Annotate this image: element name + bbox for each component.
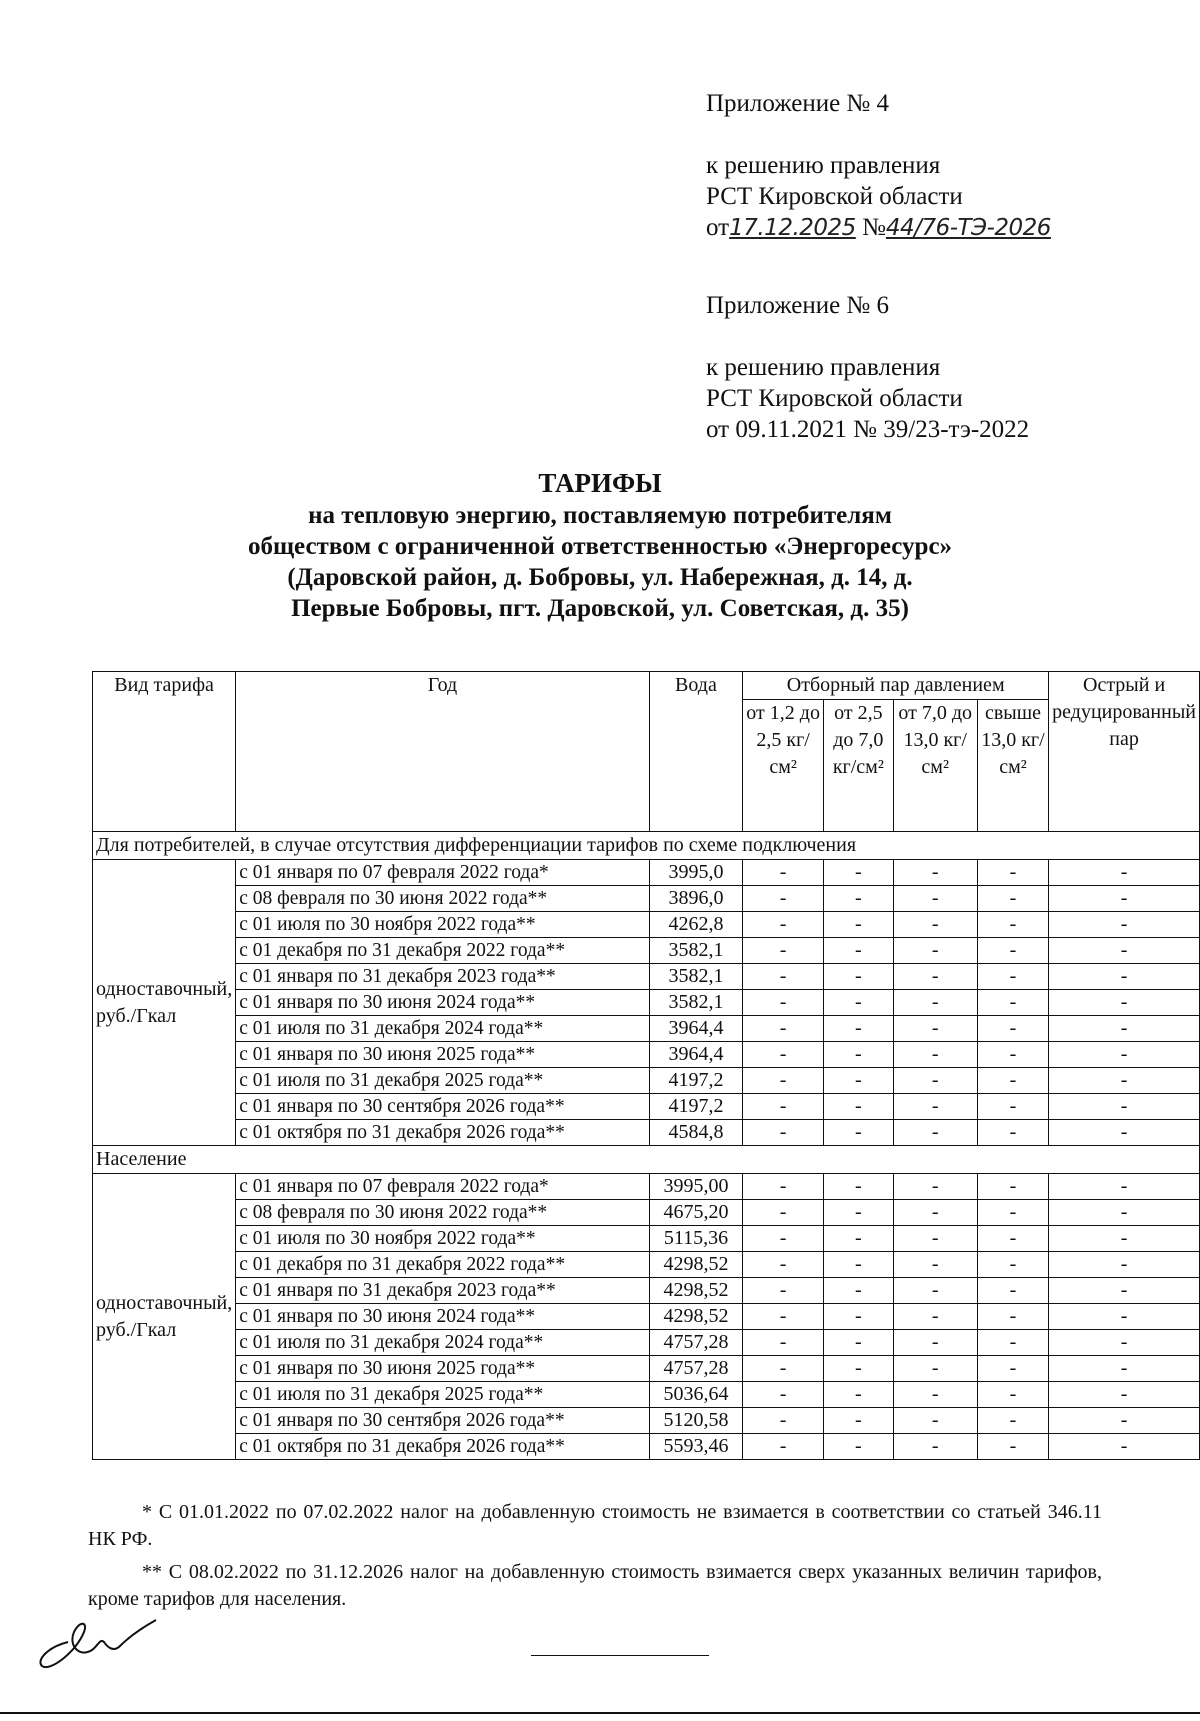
empty-value-cell: - xyxy=(824,938,894,964)
table-row xyxy=(93,1252,1200,1278)
section-title: Население xyxy=(93,1146,1200,1174)
period-cell: с 01 января по 30 сентября 2026 года** xyxy=(236,1094,649,1120)
period-cell: с 01 января по 30 июня 2025 года** xyxy=(236,1356,649,1382)
empty-value-cell: - xyxy=(893,1174,977,1200)
empty-value-cell: - xyxy=(743,1278,824,1304)
water-tariff-cell: 4197,2 xyxy=(649,1094,743,1120)
table-row xyxy=(93,1200,1200,1226)
empty-value-cell: - xyxy=(743,990,824,1016)
empty-value-cell: - xyxy=(977,1016,1048,1042)
empty-value-cell: - xyxy=(743,1226,824,1252)
empty-value-cell: - xyxy=(824,1330,894,1356)
empty-value-cell: - xyxy=(977,1330,1048,1356)
annex-4-line2: РСТ Кировской области xyxy=(706,183,963,210)
empty-value-cell: - xyxy=(824,1382,894,1408)
footnote-1: * С 01.01.2022 по 07.02.2022 налог на добавленную стоимость не взимается в соответствии со статьей 346.11 НК РФ. xyxy=(88,1501,1102,1550)
empty-value-cell: - xyxy=(824,1174,894,1200)
water-tariff-cell: 3582,1 xyxy=(649,964,743,990)
empty-value-cell: - xyxy=(1049,1278,1200,1304)
header-year: Год xyxy=(236,672,649,832)
tariff-kind: одноставочный, руб./Гкал xyxy=(93,860,236,1146)
empty-value-cell: - xyxy=(824,1042,894,1068)
empty-value-cell: - xyxy=(893,1330,977,1356)
empty-value-cell: - xyxy=(893,1278,977,1304)
table-row xyxy=(93,964,1200,990)
water-tariff-cell: 5036,64 xyxy=(649,1382,743,1408)
period-cell: с 08 февраля по 30 июня 2022 года** xyxy=(236,1200,649,1226)
empty-value-cell: - xyxy=(977,1252,1048,1278)
empty-value-cell: - xyxy=(893,990,977,1016)
document-subtitle-3: (Даровской район, д. Бобровы, ул. Набережная, д. 14, д. xyxy=(287,564,913,591)
empty-value-cell: - xyxy=(1049,964,1200,990)
empty-value-cell: - xyxy=(893,1120,977,1146)
empty-value-cell: - xyxy=(824,1120,894,1146)
empty-value-cell: - xyxy=(824,1200,894,1226)
section-title-row xyxy=(93,1146,1200,1174)
table-row xyxy=(93,1226,1200,1252)
water-tariff-cell: 4298,52 xyxy=(649,1278,743,1304)
table-row xyxy=(93,1356,1200,1382)
table-row xyxy=(93,1016,1200,1042)
empty-value-cell: - xyxy=(824,1434,894,1460)
period-cell: с 01 октября по 31 декабря 2026 года** xyxy=(236,1120,649,1146)
empty-value-cell: - xyxy=(824,964,894,990)
annex-6-block xyxy=(706,290,1029,445)
handwritten-number: 44/76-ТЭ-2026 xyxy=(885,215,1051,241)
empty-value-cell: - xyxy=(893,1226,977,1252)
period-cell: с 01 июля по 31 декабря 2025 года** xyxy=(236,1382,649,1408)
empty-value-cell: - xyxy=(893,1200,977,1226)
empty-value-cell: - xyxy=(893,1016,977,1042)
empty-value-cell: - xyxy=(977,886,1048,912)
annex-4-from-prefix: от xyxy=(706,214,730,241)
tariff-table xyxy=(92,671,1200,1460)
header-sharp-steam: Острый и редуцированный пар xyxy=(1049,672,1200,832)
empty-value-cell: - xyxy=(824,1252,894,1278)
empty-value-cell: - xyxy=(743,1408,824,1434)
empty-value-cell: - xyxy=(1049,1120,1200,1146)
empty-value-cell: - xyxy=(1049,990,1200,1016)
empty-value-cell: - xyxy=(1049,1408,1200,1434)
empty-value-cell: - xyxy=(893,1408,977,1434)
empty-value-cell: - xyxy=(977,1382,1048,1408)
empty-value-cell: - xyxy=(1049,1252,1200,1278)
empty-value-cell: - xyxy=(824,1304,894,1330)
empty-value-cell: - xyxy=(1049,886,1200,912)
table-row xyxy=(93,990,1200,1016)
empty-value-cell: - xyxy=(977,1434,1048,1460)
empty-value-cell: - xyxy=(743,1042,824,1068)
table-row xyxy=(93,1120,1200,1146)
header-pressure-3: от 7,0 до 13,0 кг/см² xyxy=(893,700,977,832)
period-cell: с 08 февраля по 30 июня 2022 года** xyxy=(236,886,649,912)
empty-value-cell: - xyxy=(893,1094,977,1120)
empty-value-cell: - xyxy=(743,1094,824,1120)
water-tariff-cell: 3896,0 xyxy=(649,886,743,912)
annex-6-line3: от 09.11.2021 № 39/23-тэ-2022 xyxy=(706,416,1030,443)
period-cell: с 01 января по 30 июня 2024 года** xyxy=(236,1304,649,1330)
signature-icon xyxy=(28,1602,178,1672)
empty-value-cell: - xyxy=(977,1120,1048,1146)
empty-value-cell: - xyxy=(824,990,894,1016)
document-title-block xyxy=(0,466,1200,624)
water-tariff-cell: 4757,28 xyxy=(649,1330,743,1356)
empty-value-cell: - xyxy=(1049,1042,1200,1068)
empty-value-cell: - xyxy=(1049,1330,1200,1356)
annex-6-title: Приложение № 6 xyxy=(706,292,890,319)
table-row xyxy=(93,912,1200,938)
table-row xyxy=(93,1068,1200,1094)
period-cell: с 01 января по 30 июня 2025 года** xyxy=(236,1042,649,1068)
period-cell: с 01 декабря по 31 декабря 2022 года** xyxy=(236,1252,649,1278)
table-row xyxy=(93,886,1200,912)
handwritten-date: 17.12.2025 xyxy=(729,215,856,241)
empty-value-cell: - xyxy=(743,860,824,886)
period-cell: с 01 июля по 30 ноября 2022 года** xyxy=(236,1226,649,1252)
header-row-1 xyxy=(93,672,1200,700)
table-row xyxy=(93,1434,1200,1460)
table-row xyxy=(93,1382,1200,1408)
empty-value-cell: - xyxy=(1049,1434,1200,1460)
water-tariff-cell: 4584,8 xyxy=(649,1120,743,1146)
empty-value-cell: - xyxy=(1049,1226,1200,1252)
table-row xyxy=(93,1042,1200,1068)
period-cell: с 01 января по 31 декабря 2023 года** xyxy=(236,1278,649,1304)
empty-value-cell: - xyxy=(893,964,977,990)
empty-value-cell: - xyxy=(743,938,824,964)
empty-value-cell: - xyxy=(1049,1200,1200,1226)
section-title: Для потребителей, в случае отсутствия дифференциации тарифов по схеме подключения xyxy=(93,832,1200,860)
table-row xyxy=(93,1408,1200,1434)
annex-4-line1: к решению правления xyxy=(706,152,941,179)
table-row xyxy=(93,1094,1200,1120)
separator-line xyxy=(531,1655,709,1656)
empty-value-cell: - xyxy=(824,1226,894,1252)
table-row xyxy=(93,938,1200,964)
empty-value-cell: - xyxy=(893,1356,977,1382)
empty-value-cell: - xyxy=(977,1356,1048,1382)
empty-value-cell: - xyxy=(1049,912,1200,938)
header-kind: Вид тарифа xyxy=(93,672,236,832)
empty-value-cell: - xyxy=(977,1200,1048,1226)
empty-value-cell: - xyxy=(893,1434,977,1460)
empty-value-cell: - xyxy=(893,912,977,938)
water-tariff-cell: 3582,1 xyxy=(649,990,743,1016)
empty-value-cell: - xyxy=(977,912,1048,938)
water-tariff-cell: 4675,20 xyxy=(649,1200,743,1226)
period-cell: с 01 января по 07 февраля 2022 года* xyxy=(236,1174,649,1200)
empty-value-cell: - xyxy=(743,1382,824,1408)
empty-value-cell: - xyxy=(743,1174,824,1200)
tariff-kind: одноставочный, руб./Гкал xyxy=(93,1174,236,1460)
empty-value-cell: - xyxy=(1049,1174,1200,1200)
empty-value-cell: - xyxy=(1049,1094,1200,1120)
annex-4-decision-line xyxy=(706,212,1051,244)
empty-value-cell: - xyxy=(893,938,977,964)
empty-value-cell: - xyxy=(977,964,1048,990)
empty-value-cell: - xyxy=(977,1226,1048,1252)
empty-value-cell: - xyxy=(743,1120,824,1146)
empty-value-cell: - xyxy=(743,886,824,912)
empty-value-cell: - xyxy=(824,1016,894,1042)
table-row xyxy=(93,1174,1200,1200)
header-pressure-2: от 2,5 до 7,0 кг/см² xyxy=(824,700,894,832)
empty-value-cell: - xyxy=(824,1356,894,1382)
empty-value-cell: - xyxy=(824,886,894,912)
header-pressure-1: от 1,2 до 2,5 кг/см² xyxy=(743,700,824,832)
annex-4-title: Приложение № 4 xyxy=(706,90,890,117)
empty-value-cell: - xyxy=(893,1382,977,1408)
empty-value-cell: - xyxy=(824,860,894,886)
document-subtitle-1: на тепловую энергию, поставляемую потребителям xyxy=(308,502,892,529)
water-tariff-cell: 3964,4 xyxy=(649,1016,743,1042)
empty-value-cell: - xyxy=(977,1278,1048,1304)
annex-4-number-prefix: № xyxy=(862,214,886,241)
empty-value-cell: - xyxy=(977,1408,1048,1434)
empty-value-cell: - xyxy=(824,912,894,938)
water-tariff-cell: 4757,28 xyxy=(649,1356,743,1382)
header-pressure-4: свыше 13,0 кг/см² xyxy=(977,700,1048,832)
empty-value-cell: - xyxy=(1049,1304,1200,1330)
empty-value-cell: - xyxy=(893,1304,977,1330)
period-cell: с 01 января по 30 сентября 2026 года** xyxy=(236,1408,649,1434)
empty-value-cell: - xyxy=(743,964,824,990)
empty-value-cell: - xyxy=(977,938,1048,964)
document-subtitle-2: обществом с ограниченной ответственностью «Энергоресурс» xyxy=(247,533,953,560)
empty-value-cell: - xyxy=(977,1042,1048,1068)
period-cell: с 01 декабря по 31 декабря 2022 года** xyxy=(236,938,649,964)
period-cell: с 01 января по 30 июня 2024 года** xyxy=(236,990,649,1016)
table-row xyxy=(93,1330,1200,1356)
empty-value-cell: - xyxy=(977,1174,1048,1200)
footnotes xyxy=(88,1499,1102,1619)
water-tariff-cell: 3995,00 xyxy=(649,1174,743,1200)
empty-value-cell: - xyxy=(977,1304,1048,1330)
period-cell: с 01 июля по 31 декабря 2024 года** xyxy=(236,1016,649,1042)
table-row xyxy=(93,1278,1200,1304)
empty-value-cell: - xyxy=(824,1068,894,1094)
empty-value-cell: - xyxy=(1049,860,1200,886)
period-cell: с 01 июля по 31 декабря 2025 года** xyxy=(236,1068,649,1094)
empty-value-cell: - xyxy=(893,1042,977,1068)
water-tariff-cell: 4298,52 xyxy=(649,1304,743,1330)
document-title: ТАРИФЫ xyxy=(538,468,662,498)
water-tariff-cell: 4298,52 xyxy=(649,1252,743,1278)
empty-value-cell: - xyxy=(1049,938,1200,964)
water-tariff-cell: 4262,8 xyxy=(649,912,743,938)
water-tariff-cell: 3582,1 xyxy=(649,938,743,964)
empty-value-cell: - xyxy=(743,1200,824,1226)
empty-value-cell: - xyxy=(743,1252,824,1278)
empty-value-cell: - xyxy=(743,1068,824,1094)
water-tariff-cell: 5120,58 xyxy=(649,1408,743,1434)
empty-value-cell: - xyxy=(977,990,1048,1016)
period-cell: с 01 октября по 31 декабря 2026 года** xyxy=(236,1434,649,1460)
annex-6-line2: РСТ Кировской области xyxy=(706,385,963,412)
header-steam: Отборный пар давлением xyxy=(743,672,1049,700)
empty-value-cell: - xyxy=(743,912,824,938)
footnote-2: ** С 08.02.2022 по 31.12.2026 налог на добавленную стоимость взимается сверх указанных величин тарифов, кроме тарифов для населения. xyxy=(88,1561,1102,1610)
water-tariff-cell: 5593,46 xyxy=(649,1434,743,1460)
empty-value-cell: - xyxy=(743,1434,824,1460)
table-row xyxy=(93,1304,1200,1330)
empty-value-cell: - xyxy=(1049,1068,1200,1094)
empty-value-cell: - xyxy=(893,886,977,912)
bottom-rule xyxy=(0,1712,1200,1714)
empty-value-cell: - xyxy=(743,1356,824,1382)
empty-value-cell: - xyxy=(824,1408,894,1434)
water-tariff-cell: 3995,0 xyxy=(649,860,743,886)
empty-value-cell: - xyxy=(977,860,1048,886)
section-title-row xyxy=(93,832,1200,860)
document-subtitle-4: Первые Бобровы, пгт. Даровской, ул. Советская, д. 35) xyxy=(291,595,909,622)
period-cell: с 01 июля по 31 декабря 2024 года** xyxy=(236,1330,649,1356)
empty-value-cell: - xyxy=(743,1304,824,1330)
empty-value-cell: - xyxy=(1049,1382,1200,1408)
water-tariff-cell: 5115,36 xyxy=(649,1226,743,1252)
empty-value-cell: - xyxy=(824,1278,894,1304)
empty-value-cell: - xyxy=(743,1016,824,1042)
period-cell: с 01 июля по 30 ноября 2022 года** xyxy=(236,912,649,938)
empty-value-cell: - xyxy=(977,1094,1048,1120)
empty-value-cell: - xyxy=(977,1068,1048,1094)
empty-value-cell: - xyxy=(893,860,977,886)
header-water: Вода xyxy=(649,672,743,832)
period-cell: с 01 января по 31 декабря 2023 года** xyxy=(236,964,649,990)
water-tariff-cell: 4197,2 xyxy=(649,1068,743,1094)
empty-value-cell: - xyxy=(743,1330,824,1356)
empty-value-cell: - xyxy=(893,1068,977,1094)
empty-value-cell: - xyxy=(824,1094,894,1120)
water-tariff-cell: 3964,4 xyxy=(649,1042,743,1068)
table-row xyxy=(93,860,1200,886)
annex-4-block xyxy=(706,88,1051,244)
empty-value-cell: - xyxy=(893,1252,977,1278)
annex-6-line1: к решению правления xyxy=(706,354,941,381)
empty-value-cell: - xyxy=(1049,1016,1200,1042)
empty-value-cell: - xyxy=(1049,1356,1200,1382)
period-cell: с 01 января по 07 февраля 2022 года* xyxy=(236,860,649,886)
